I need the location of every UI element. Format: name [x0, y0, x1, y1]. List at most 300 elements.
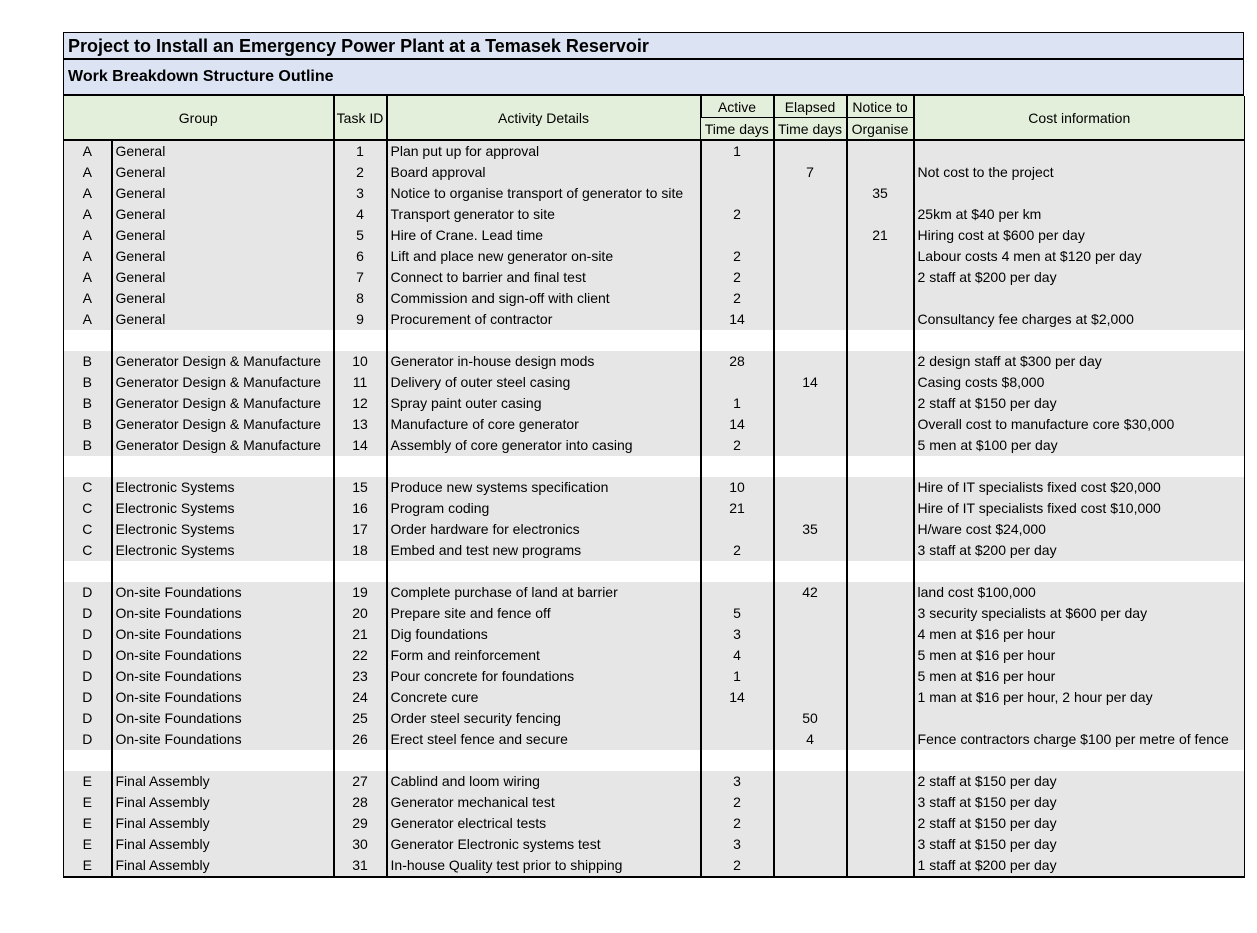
activity-details-cell: Dig foundations: [387, 624, 701, 645]
active-time-cell: 2: [701, 855, 774, 877]
active-time-cell: 14: [701, 309, 774, 330]
group-name-cell: General: [112, 309, 334, 330]
notice-to-organise-cell: [847, 561, 914, 582]
notice-to-organise-cell: [847, 372, 914, 393]
active-time-cell: [701, 729, 774, 750]
task-id-cell: 25: [334, 708, 387, 729]
group-letter-cell: A: [64, 225, 112, 246]
active-time-cell: 1: [701, 393, 774, 414]
notice-to-organise-cell: [847, 414, 914, 435]
activity-details-cell: Procurement of contractor: [387, 309, 701, 330]
notice-to-organise-cell: [847, 687, 914, 708]
group-letter-cell: B: [64, 435, 112, 456]
cost-information-cell: 2 staff at $200 per day: [914, 267, 1245, 288]
group-name-cell: [112, 750, 334, 771]
group-name-cell: General: [112, 183, 334, 204]
task-id-cell: [334, 456, 387, 477]
group-letter-cell: A: [64, 267, 112, 288]
active-time-cell: 2: [701, 288, 774, 309]
notice-to-organise-cell: [847, 456, 914, 477]
activity-details-cell: Board approval: [387, 162, 701, 183]
table-row: [64, 351, 1245, 372]
cost-information-cell: 1 man at $16 per hour, 2 hour per day: [914, 687, 1245, 708]
active-time-cell: [701, 183, 774, 204]
elapsed-time-cell: [774, 687, 847, 708]
table-row: [64, 498, 1245, 519]
elapsed-time-cell: 42: [774, 582, 847, 603]
group-name-cell: On-site Foundations: [112, 624, 334, 645]
group-letter-cell: [64, 561, 112, 582]
cost-information-cell: 2 staff at $150 per day: [914, 813, 1245, 834]
task-id-cell: 27: [334, 771, 387, 792]
task-id-cell: 24: [334, 687, 387, 708]
table-row: [64, 393, 1245, 414]
cost-information-cell: [914, 330, 1245, 351]
header-activity-details: Activity Details: [387, 96, 701, 140]
task-id-cell: 30: [334, 834, 387, 855]
table-row: [64, 855, 1245, 877]
group-letter-cell: E: [64, 771, 112, 792]
elapsed-time-cell: [774, 183, 847, 204]
table-header: [64, 96, 1245, 140]
group-name-cell: On-site Foundations: [112, 666, 334, 687]
group-name-cell: Electronic Systems: [112, 498, 334, 519]
activity-details-cell: Cablind and loom wiring: [387, 771, 701, 792]
cost-information-cell: Labour costs 4 men at $120 per day: [914, 246, 1245, 267]
task-id-cell: 28: [334, 792, 387, 813]
table-row: [64, 204, 1245, 225]
group-name-cell: Generator Design & Manufacture: [112, 351, 334, 372]
active-time-cell: 2: [701, 246, 774, 267]
notice-to-organise-cell: [847, 603, 914, 624]
notice-to-organise-cell: [847, 288, 914, 309]
table-row: [64, 140, 1245, 162]
elapsed-time-cell: [774, 477, 847, 498]
group-name-cell: General: [112, 246, 334, 267]
notice-to-organise-cell: [847, 267, 914, 288]
active-time-cell: 2: [701, 813, 774, 834]
task-id-cell: 16: [334, 498, 387, 519]
group-letter-cell: A: [64, 204, 112, 225]
group-letter-cell: A: [64, 183, 112, 204]
active-time-cell: 3: [701, 624, 774, 645]
notice-to-organise-cell: [847, 834, 914, 855]
notice-to-organise-cell: [847, 750, 914, 771]
elapsed-time-cell: [774, 225, 847, 246]
table-row: [64, 582, 1245, 603]
group-name-cell: Generator Design & Manufacture: [112, 435, 334, 456]
notice-to-organise-cell: [847, 771, 914, 792]
active-time-cell: [701, 456, 774, 477]
task-id-cell: [334, 750, 387, 771]
group-name-cell: Generator Design & Manufacture: [112, 414, 334, 435]
activity-details-cell: Produce new systems specification: [387, 477, 701, 498]
activity-details-cell: Connect to barrier and final test: [387, 267, 701, 288]
notice-to-organise-cell: [847, 498, 914, 519]
cost-information-cell: 5 men at $100 per day: [914, 435, 1245, 456]
activity-details-cell: Embed and test new programs: [387, 540, 701, 561]
notice-to-organise-cell: 35: [847, 183, 914, 204]
group-letter-cell: B: [64, 393, 112, 414]
group-name-cell: On-site Foundations: [112, 708, 334, 729]
header-active-bottom: Time days: [701, 118, 774, 141]
notice-to-organise-cell: [847, 351, 914, 372]
active-time-cell: 14: [701, 414, 774, 435]
elapsed-time-cell: 35: [774, 519, 847, 540]
table-row: [64, 477, 1245, 498]
table-row: [64, 729, 1245, 750]
task-id-cell: 23: [334, 666, 387, 687]
cost-information-cell: land cost $100,000: [914, 582, 1245, 603]
group-name-cell: General: [112, 204, 334, 225]
cost-information-cell: 2 design staff at $300 per day: [914, 351, 1245, 372]
activity-details-cell: [387, 456, 701, 477]
group-letter-cell: E: [64, 792, 112, 813]
table-row: [64, 708, 1245, 729]
header-elapsed-bottom: Time days: [774, 118, 847, 141]
cost-information-cell: 5 men at $16 per hour: [914, 645, 1245, 666]
group-letter-cell: [64, 750, 112, 771]
group-letter-cell: [64, 456, 112, 477]
active-time-cell: 2: [701, 204, 774, 225]
elapsed-time-cell: [774, 813, 847, 834]
table-row: [64, 834, 1245, 855]
group-letter-cell: D: [64, 708, 112, 729]
elapsed-time-cell: [774, 288, 847, 309]
group-letter-cell: A: [64, 162, 112, 183]
notice-to-organise-cell: [847, 309, 914, 330]
activity-details-cell: Generator Electronic systems test: [387, 834, 701, 855]
task-id-cell: 14: [334, 435, 387, 456]
cost-information-cell: Hire of IT specialists fixed cost $20,000: [914, 477, 1245, 498]
spacer-row: [64, 330, 1245, 351]
elapsed-time-cell: [774, 267, 847, 288]
cost-information-cell: [914, 288, 1245, 309]
elapsed-time-cell: [774, 603, 847, 624]
header-notice-bottom: Organise: [847, 118, 914, 141]
table-body: [64, 140, 1245, 877]
notice-to-organise-cell: [847, 540, 914, 561]
activity-details-cell: Order steel security fencing: [387, 708, 701, 729]
elapsed-time-cell: [774, 540, 847, 561]
elapsed-time-cell: [774, 393, 847, 414]
active-time-cell: 1: [701, 140, 774, 162]
header-elapsed-top: Elapsed: [774, 96, 847, 118]
task-id-cell: 12: [334, 393, 387, 414]
activity-details-cell: Hire of Crane. Lead time: [387, 225, 701, 246]
group-name-cell: General: [112, 288, 334, 309]
cost-information-cell: 2 staff at $150 per day: [914, 393, 1245, 414]
task-id-cell: 31: [334, 855, 387, 877]
cost-information-cell: [914, 140, 1245, 162]
task-id-cell: 4: [334, 204, 387, 225]
group-letter-cell: D: [64, 666, 112, 687]
notice-to-organise-cell: 21: [847, 225, 914, 246]
table-row: [64, 645, 1245, 666]
activity-details-cell: Concrete cure: [387, 687, 701, 708]
header-notice-top: Notice to: [847, 96, 914, 118]
group-letter-cell: C: [64, 477, 112, 498]
notice-to-organise-cell: [847, 162, 914, 183]
activity-details-cell: Generator electrical tests: [387, 813, 701, 834]
group-name-cell: Final Assembly: [112, 813, 334, 834]
group-name-cell: Electronic Systems: [112, 540, 334, 561]
elapsed-time-cell: [774, 750, 847, 771]
task-id-cell: 3: [334, 183, 387, 204]
table-row: [64, 771, 1245, 792]
notice-to-organise-cell: [847, 708, 914, 729]
cost-information-cell: Overall cost to manufacture core $30,000: [914, 414, 1245, 435]
active-time-cell: 5: [701, 603, 774, 624]
cost-information-cell: [914, 750, 1245, 771]
activity-details-cell: Erect steel fence and secure: [387, 729, 701, 750]
group-letter-cell: A: [64, 246, 112, 267]
group-letter-cell: [64, 330, 112, 351]
spacer-row: [64, 561, 1245, 582]
group-name-cell: [112, 330, 334, 351]
cost-information-cell: Consultancy fee charges at $2,000: [914, 309, 1245, 330]
activity-details-cell: Complete purchase of land at barrier: [387, 582, 701, 603]
group-letter-cell: D: [64, 582, 112, 603]
cost-information-cell: [914, 561, 1245, 582]
activity-details-cell: Form and reinforcement: [387, 645, 701, 666]
group-letter-cell: A: [64, 309, 112, 330]
table-row: [64, 519, 1245, 540]
group-name-cell: General: [112, 267, 334, 288]
activity-details-cell: In-house Quality test prior to shipping: [387, 855, 701, 877]
elapsed-time-cell: [774, 624, 847, 645]
group-name-cell: General: [112, 225, 334, 246]
group-name-cell: General: [112, 162, 334, 183]
notice-to-organise-cell: [847, 645, 914, 666]
group-name-cell: Electronic Systems: [112, 477, 334, 498]
task-id-cell: 11: [334, 372, 387, 393]
cost-information-cell: Hire of IT specialists fixed cost $10,000: [914, 498, 1245, 519]
notice-to-organise-cell: [847, 624, 914, 645]
activity-details-cell: Delivery of outer steel casing: [387, 372, 701, 393]
activity-details-cell: Generator mechanical test: [387, 792, 701, 813]
group-name-cell: General: [112, 140, 334, 162]
activity-details-cell: Notice to organise transport of generator to site: [387, 183, 701, 204]
activity-details-cell: [387, 561, 701, 582]
group-name-cell: Final Assembly: [112, 792, 334, 813]
cost-information-cell: 4 men at $16 per hour: [914, 624, 1245, 645]
group-letter-cell: B: [64, 414, 112, 435]
task-id-cell: 17: [334, 519, 387, 540]
task-id-cell: 21: [334, 624, 387, 645]
page-subtitle: Work Breakdown Structure Outline: [63, 60, 1244, 96]
notice-to-organise-cell: [847, 666, 914, 687]
cost-information-cell: [914, 456, 1245, 477]
elapsed-time-cell: [774, 140, 847, 162]
task-id-cell: 19: [334, 582, 387, 603]
active-time-cell: 10: [701, 477, 774, 498]
header-active-top: Active: [701, 96, 774, 118]
table-row: [64, 666, 1245, 687]
activity-details-cell: Manufacture of core generator: [387, 414, 701, 435]
activity-details-cell: [387, 330, 701, 351]
table-row: [64, 309, 1245, 330]
notice-to-organise-cell: [847, 792, 914, 813]
active-time-cell: 2: [701, 792, 774, 813]
elapsed-time-cell: [774, 204, 847, 225]
spacer-row: [64, 750, 1245, 771]
activity-details-cell: Lift and place new generator on-site: [387, 246, 701, 267]
active-time-cell: 2: [701, 540, 774, 561]
group-letter-cell: D: [64, 687, 112, 708]
table-row: [64, 792, 1245, 813]
active-time-cell: 21: [701, 498, 774, 519]
group-name-cell: On-site Foundations: [112, 729, 334, 750]
group-letter-cell: C: [64, 498, 112, 519]
elapsed-time-cell: [774, 666, 847, 687]
table-row: [64, 540, 1245, 561]
task-id-cell: 18: [334, 540, 387, 561]
notice-to-organise-cell: [847, 330, 914, 351]
task-id-cell: 8: [334, 288, 387, 309]
task-id-cell: 22: [334, 645, 387, 666]
group-name-cell: On-site Foundations: [112, 645, 334, 666]
group-letter-cell: D: [64, 624, 112, 645]
activity-details-cell: Spray paint outer casing: [387, 393, 701, 414]
cost-information-cell: Fence contractors charge $100 per metre of fence: [914, 729, 1245, 750]
notice-to-organise-cell: [847, 855, 914, 877]
elapsed-time-cell: 7: [774, 162, 847, 183]
active-time-cell: 3: [701, 771, 774, 792]
notice-to-organise-cell: [847, 246, 914, 267]
elapsed-time-cell: 14: [774, 372, 847, 393]
group-letter-cell: D: [64, 645, 112, 666]
task-id-cell: 5: [334, 225, 387, 246]
activity-details-cell: Generator in-house design mods: [387, 351, 701, 372]
table-row: [64, 414, 1245, 435]
page-title: Project to Install an Emergency Power Plant at a Temasek Reservoir: [63, 32, 1244, 60]
group-letter-cell: B: [64, 372, 112, 393]
active-time-cell: 14: [701, 687, 774, 708]
table-row: [64, 267, 1245, 288]
table-row: [64, 624, 1245, 645]
elapsed-time-cell: [774, 309, 847, 330]
notice-to-organise-cell: [847, 477, 914, 498]
cost-information-cell: 3 staff at $200 per day: [914, 540, 1245, 561]
active-time-cell: [701, 372, 774, 393]
elapsed-time-cell: 4: [774, 729, 847, 750]
header-cost-information: Cost information: [914, 96, 1245, 140]
group-name-cell: On-site Foundations: [112, 603, 334, 624]
group-name-cell: Final Assembly: [112, 771, 334, 792]
group-letter-cell: D: [64, 729, 112, 750]
activity-details-cell: [387, 750, 701, 771]
task-id-cell: [334, 561, 387, 582]
task-id-cell: 29: [334, 813, 387, 834]
task-id-cell: 7: [334, 267, 387, 288]
cost-information-cell: 2 staff at $150 per day: [914, 771, 1245, 792]
cost-information-cell: 1 staff at $200 per day: [914, 855, 1245, 877]
active-time-cell: [701, 162, 774, 183]
group-name-cell: On-site Foundations: [112, 687, 334, 708]
spreadsheet: [63, 32, 1244, 878]
group-name-cell: Generator Design & Manufacture: [112, 372, 334, 393]
cost-information-cell: 3 staff at $150 per day: [914, 834, 1245, 855]
group-name-cell: [112, 561, 334, 582]
active-time-cell: 2: [701, 435, 774, 456]
group-letter-cell: E: [64, 834, 112, 855]
group-name-cell: On-site Foundations: [112, 582, 334, 603]
activity-details-cell: Assembly of core generator into casing: [387, 435, 701, 456]
notice-to-organise-cell: [847, 393, 914, 414]
elapsed-time-cell: [774, 498, 847, 519]
activity-details-cell: Prepare site and fence off: [387, 603, 701, 624]
task-id-cell: 2: [334, 162, 387, 183]
group-letter-cell: A: [64, 288, 112, 309]
elapsed-time-cell: [774, 351, 847, 372]
task-id-cell: 26: [334, 729, 387, 750]
cost-information-cell: 25km at $40 per km: [914, 204, 1245, 225]
task-id-cell: 15: [334, 477, 387, 498]
table-row: [64, 183, 1245, 204]
elapsed-time-cell: [774, 456, 847, 477]
notice-to-organise-cell: [847, 204, 914, 225]
elapsed-time-cell: [774, 792, 847, 813]
group-letter-cell: C: [64, 540, 112, 561]
elapsed-time-cell: [774, 855, 847, 877]
elapsed-time-cell: [774, 246, 847, 267]
elapsed-time-cell: [774, 834, 847, 855]
table-row: [64, 246, 1245, 267]
wbs-table: [63, 96, 1245, 878]
active-time-cell: [701, 330, 774, 351]
group-letter-cell: C: [64, 519, 112, 540]
table-row: [64, 372, 1245, 393]
cost-information-cell: 3 security specialists at $600 per day: [914, 603, 1245, 624]
cost-information-cell: [914, 708, 1245, 729]
cost-information-cell: Casing costs $8,000: [914, 372, 1245, 393]
active-time-cell: 2: [701, 267, 774, 288]
notice-to-organise-cell: [847, 582, 914, 603]
group-letter-cell: A: [64, 140, 112, 162]
activity-details-cell: Order hardware for electronics: [387, 519, 701, 540]
table-row: [64, 603, 1245, 624]
active-time-cell: [701, 519, 774, 540]
active-time-cell: [701, 750, 774, 771]
group-name-cell: Generator Design & Manufacture: [112, 393, 334, 414]
notice-to-organise-cell: [847, 140, 914, 162]
activity-details-cell: Commission and sign-off with client: [387, 288, 701, 309]
notice-to-organise-cell: [847, 729, 914, 750]
group-letter-cell: E: [64, 813, 112, 834]
notice-to-organise-cell: [847, 435, 914, 456]
group-name-cell: Electronic Systems: [112, 519, 334, 540]
group-letter-cell: E: [64, 855, 112, 877]
task-id-cell: 20: [334, 603, 387, 624]
table-row: [64, 687, 1245, 708]
cost-information-cell: Not cost to the project: [914, 162, 1245, 183]
notice-to-organise-cell: [847, 813, 914, 834]
table-row: [64, 288, 1245, 309]
task-id-cell: 9: [334, 309, 387, 330]
cost-information-cell: 5 men at $16 per hour: [914, 666, 1245, 687]
elapsed-time-cell: [774, 330, 847, 351]
elapsed-time-cell: [774, 435, 847, 456]
cost-information-cell: Hiring cost at $600 per day: [914, 225, 1245, 246]
group-letter-cell: B: [64, 351, 112, 372]
group-name-cell: [112, 456, 334, 477]
elapsed-time-cell: 50: [774, 708, 847, 729]
cost-information-cell: 3 staff at $150 per day: [914, 792, 1245, 813]
elapsed-time-cell: [774, 561, 847, 582]
group-name-cell: Final Assembly: [112, 834, 334, 855]
activity-details-cell: Pour concrete for foundations: [387, 666, 701, 687]
